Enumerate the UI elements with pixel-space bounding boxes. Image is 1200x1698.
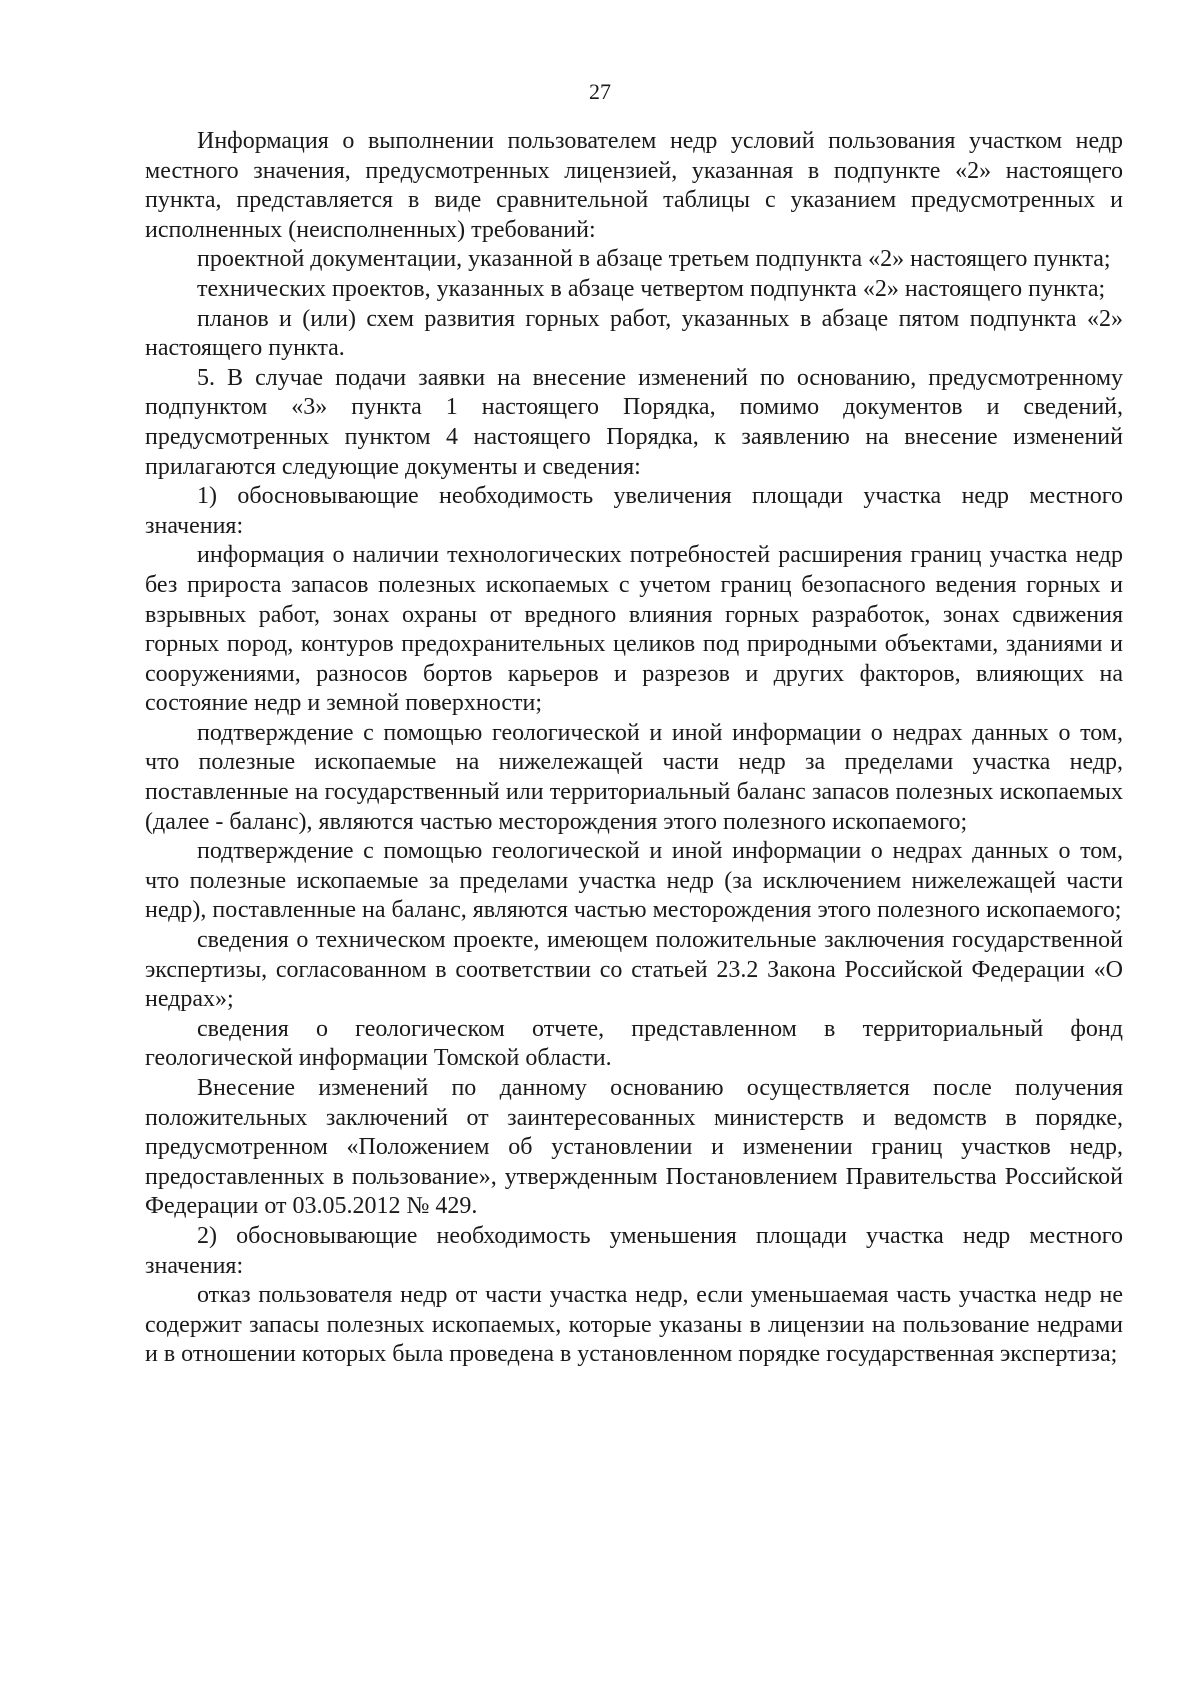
- page-number: 27: [589, 79, 611, 104]
- paragraph-confirmation-outside: подтверждение с помощью геологической и иной информации о недрах данных о том, что полезные ископаемые за пределами участка недр (за исключением нижележащей части недр), поставленные на баланс, являются частью месторождения этого полезного ископаемого;: [145, 838, 1123, 924]
- paragraph-mining-plans: планов и (или) схем развития горных работ, указанных в абзаце пятом подпункта «2» настоящего пункта.: [145, 305, 1123, 362]
- document-body: [145, 127, 1123, 1370]
- paragraph-technical-projects: технических проектов, указанных в абзаце четвертом подпункта «2» настоящего пункта;: [197, 275, 1106, 302]
- paragraph-subclause-2-decrease: 2) обосновывающие необходимость уменьшения площади участка недр местного значения:: [145, 1222, 1123, 1279]
- paragraph-geological-report: сведения о геологическом отчете, представленном в территориальный фонд геологической информации Томской области.: [145, 1015, 1123, 1072]
- paragraph-project-documentation: проектной документации, указанной в абзаце третьем подпункта «2» настоящего пункта;: [197, 246, 1111, 273]
- paragraph-technical-project-info: сведения о техническом проекте, имеющем положительные заключения государственной экспертизы, согласованном в соответствии со статьей 23.2 Закона Российской Федерации «О недрах»;: [145, 927, 1123, 1013]
- paragraph-user-refusal: отказ пользователя недр от части участка недр, если уменьшаемая часть участка недр не содержит запасы полезных ископаемых, которые указаны в лицензии на пользование недрами и в отношении которых была проведена в установленном порядке государственная экспертиза;: [145, 1282, 1123, 1368]
- paragraph-info-comparison-table: Информация о выполнении пользователем недр условий пользования участком недр местного значения, предусмотренных лицензией, указанная в подпункте «2» настоящего пункта, представляется в виде сравнительной таблицы с указанием предусмотренных и исполненных (неисполненных) требований:: [145, 128, 1123, 243]
- paragraph-clause-5: 5. В случае подачи заявки на внесение изменений по основанию, предусмотренному подпунктом «3» пункта 1 настоящего Порядка, помимо документов и сведений, предусмотренных пунктом 4 настоящего Порядка, к заявлению на внесение изменений прилагаются следующие документы и сведения:: [145, 364, 1123, 480]
- paragraph-technological-needs: информация о наличии технологических потребностей расширения границ участка недр без прироста запасов полезных ископаемых с учетом границ безопасного ведения горных и взрывных работ, зонах охраны от вредного влияния горных разработок, зонах сдвижения горных пород, контуров предохранительных целиков под природными объектами, зданиями и сооружениями, разносов бортов карьеров и разрезов и других факторов, влияющих на состояние недр и земной поверхности;: [145, 542, 1123, 717]
- paragraph-amendment-procedure: Внесение изменений по данному основанию осуществляется после получения положительных заключений от заинтересованных министерств и ведомств в порядке, предусмотренном «Положением об установлении и изменении границ участков недр, предоставленных в пользование», утвержденным Постановлением Правительства Российской Федерации от 03.05.2012 № 429.: [145, 1075, 1123, 1220]
- paragraph-subclause-1-increase: 1) обосновывающие необходимость увеличения площади участка недр местного значения:: [145, 483, 1123, 539]
- paragraph-confirmation-underlying: подтверждение с помощью геологической и иной информации о недрах данных о том, что полезные ископаемые на нижележащей части недр за пределами участка недр, поставленные на государственный или территориальный баланс запасов полезных ископаемых (далее - баланс), являются частью месторождения этого полезного ископаемого;: [145, 719, 1123, 835]
